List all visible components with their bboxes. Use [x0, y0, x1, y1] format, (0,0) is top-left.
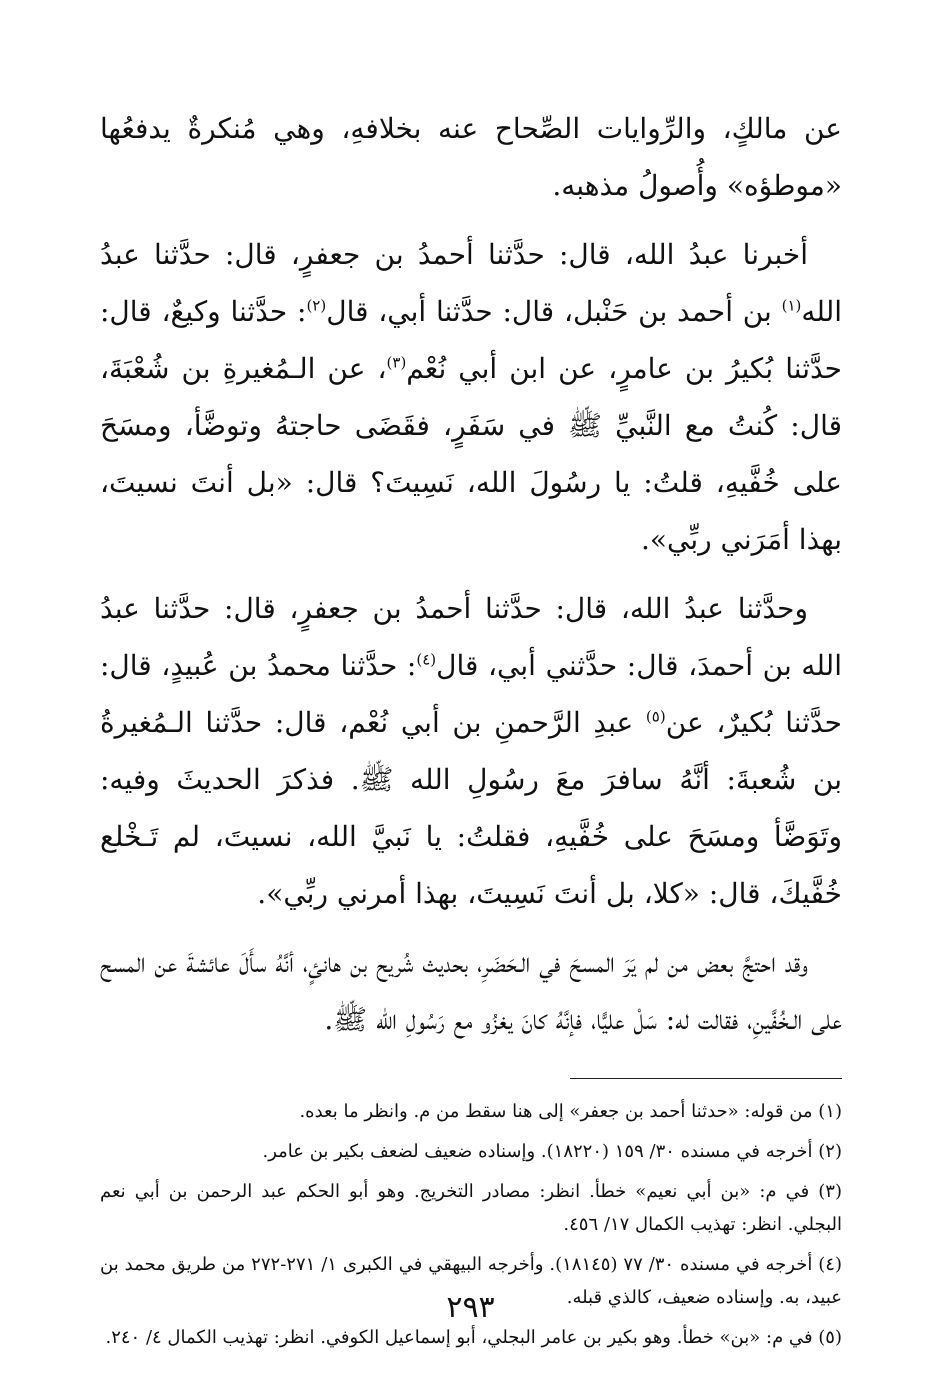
paragraph-3-part-c: عبدِ الرَّحمنِ بن أبي نُعْم، قال: حدَّثنا الـمُغيرةُ بن شُعبةَ: أنَّهُ سافرَ معَ رسُولِ الله ﷺ. فذكرَ الحديثَ وفيه: وتَوَضَّأ ومسَحَ على خُفَّيهِ، فقلتُ: يا نَبيَّ الله، نسيتَ، لم تَـخْلع خُفَّيكَ، قال: «كلا، بل أنتَ نَسِيتَ، بهذا أمرني ربِّي».: [100, 706, 842, 910]
footnote-marker-1: (١): [781, 296, 802, 315]
paragraph-2-part-a: أخبرنا عبدُ الله، قال: حدَّثنا أحمدُ بن جعفرٍ، قال: حدَّثنا عبدُ الله: [100, 238, 842, 328]
paragraph-2-part-c: : حدَّثنا وكيعٌ، قال: حدَّثنا بُكيرُ بن عامرٍ، عن ابن أبي نُعْم: [100, 295, 842, 385]
main-text: [100, 100, 842, 1048]
footnote-4: (٤) أخرجه في مسنده ٣٠/ ٧٧ (١٨١٤٥). وأخرجه البيهقي في الكبرى ١/ ٢٧١-٢٧٢ من طريق محمد بن عبيد، به. وإسناده ضعيف، كالذي قبله.: [100, 1254, 842, 1308]
paragraph-3-part-b: : حدَّثنا محمدُ بن عُبيدٍ، قال: حدَّثنا بُكيرٌ، عن: [100, 649, 842, 739]
footnote-marker-3: (٣): [386, 353, 407, 372]
footnote-divider: [570, 1078, 842, 1079]
paragraph-2-part-b: بن أحمد بن حَنْبل، قال: حدَّثنا أبي، قال: [326, 295, 782, 328]
footnote-marker-4: (٤): [416, 650, 437, 669]
paragraph-3-part-a: وحدَّثنا عبدُ الله، قال: حدَّثنا أحمدُ بن جعفرٍ، قال: حدَّثنا عبدُ الله بن أحمدَ، قال: حدَّثني أبي، قال: [100, 592, 842, 682]
paragraph-3: [100, 580, 842, 922]
paragraph-2-part-d: ، عن الـمُغيرةِ بن شُعْبَةَ، قال: كُنتُ مع النَّبيِّ ﷺ في سَفَرٍ، فقَضَى حاجتهُ وتوضَّأ، ومسَحَ على خُفَّيهِ، قلتُ: يا رسُولَ الله، نَسِيتَ؟ قال: «بل أنتَ نسيتَ، بهذا أمَرَني ربِّي».: [100, 352, 842, 556]
paragraph-4: وقد احتجَّ بعض من لم يَرَ المسحَ في الـحَضَرِ، بحديث شُريح بن هانئٍ، أنَّهُ سأَلَ عائشةَ عن المسح على الـخُفَّينِ، فقالت له: سَلْ عليًّا، فإنَّهُ كانَ يغزُو مع رَسُولِ الله ﷺ.: [100, 946, 842, 1036]
footnote-2: (٢) أخرجه في مسنده ٣٠/ ١٥٩ (١٨٢٢٠). وإسناده ضعيف لضعف بكير بن عامر.: [262, 1141, 842, 1162]
footnote-3: (٣) في م: «بن أبي نعيم» خطأ. انظر: مصادر التخريج. وهو أبو الحكم عبد الرحمن بن أبي نعم البجلي. انظر: تهذيب الكمال ١٧/ ٤٥٦.: [100, 1181, 842, 1235]
footnote-5: (٥) في م: «بن» خطأ. وهو بكير بن عامر البجلي، أبو إسماعيل الكوفي. انظر: تهذيب الكمال ٤/ ٢٤٠.: [105, 1327, 842, 1348]
paragraph-1: عن مالكٍ، والرِّوايات الصِّحاح عنه بخلافهِ، وهي مُنكرةٌ يدفعُها «موطؤه» وأُصولُ مذهبه.: [100, 112, 842, 202]
page-body: [100, 100, 842, 1361]
footnote-marker-2: (٢): [306, 296, 327, 315]
footnote-1: (١) من قوله: «حدثنا أحمد بن جعفر» إلى هنا سقط من م. وانظر ما بعده.: [299, 1101, 842, 1122]
paragraph-2: [100, 226, 842, 568]
page-number: ٢٩٣: [446, 1290, 495, 1325]
footnote-marker-5: (٥): [645, 707, 666, 726]
